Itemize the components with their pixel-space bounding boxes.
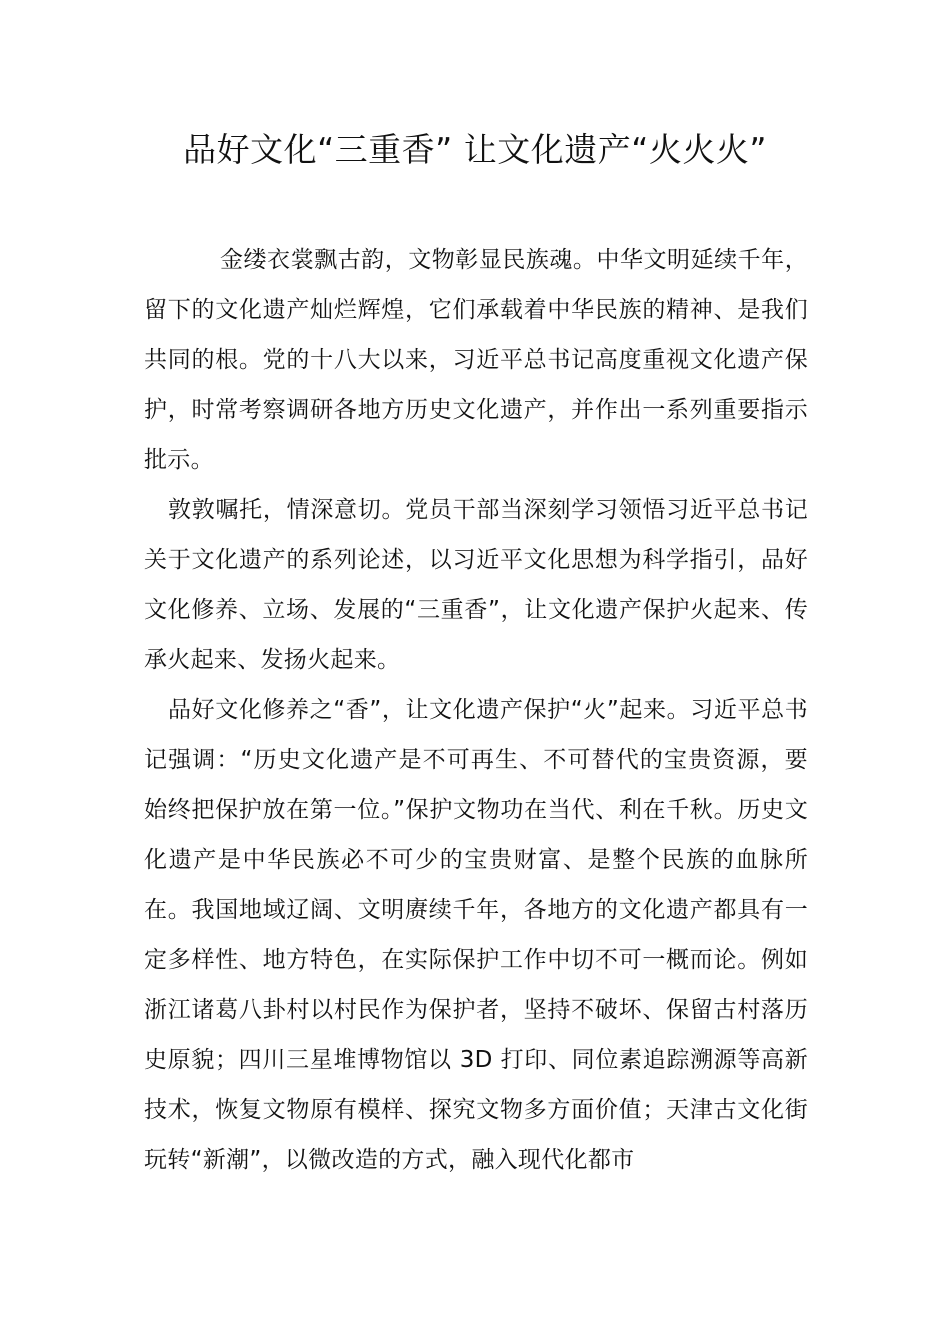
paragraph: 敦敦嘱托，情深意切。党员干部当深刻学习领悟习近平总书记关于文化遗产的系列论述，以习近平文化思想为科学指引，品好文化修养、立场、发展的“三重香”，让文化遗产保护火起来、传承火起来、发扬火起来。	[144, 497, 808, 673]
document-title: 品好文化“三重香” 让文化遗产“火火火”	[183, 130, 767, 169]
paragraph: 金缕衣裳飘古韵，文物彰显民族魂。中华文明延续千年，留下的文化遗产灿烂辉煌，它们承载着中华民族的精神、是我们共同的根。党的十八大以来，习近平总书记高度重视文化遗产保护，时常考察调研各地方历史文化遗产，并作出一系列重要指示批示。	[144, 247, 808, 473]
document-body	[144, 235, 808, 1185]
paragraph: 品好文化修养之“香”，让文化遗产保护“火”起来。习近平总书记强调：“历史文化遗产是不可再生、不可替代的宝贵资源，要始终把保护放在第一位。”保护文物功在当代、利在千秋。历史文化遗产是中华民族必不可少的宝贵财富、是整个民族的血脉所在。我国地域辽阔、文明赓续千年，各地方的文化遗产都具有一定多样性、地方特色，在实际保护工作中切不可一概而论。例如浙江诸葛八卦村以村民作为保护者，坚持不破坏、保留古村落历史原貌；四川三星堆博物馆以 3D 打印、同位素追踪溯源等高新技术，恢复文物原有模样、探究文物多方面价值；天津古文化街玩转“新潮”，以微改造的方式，融入现代化都市	[144, 697, 808, 1173]
